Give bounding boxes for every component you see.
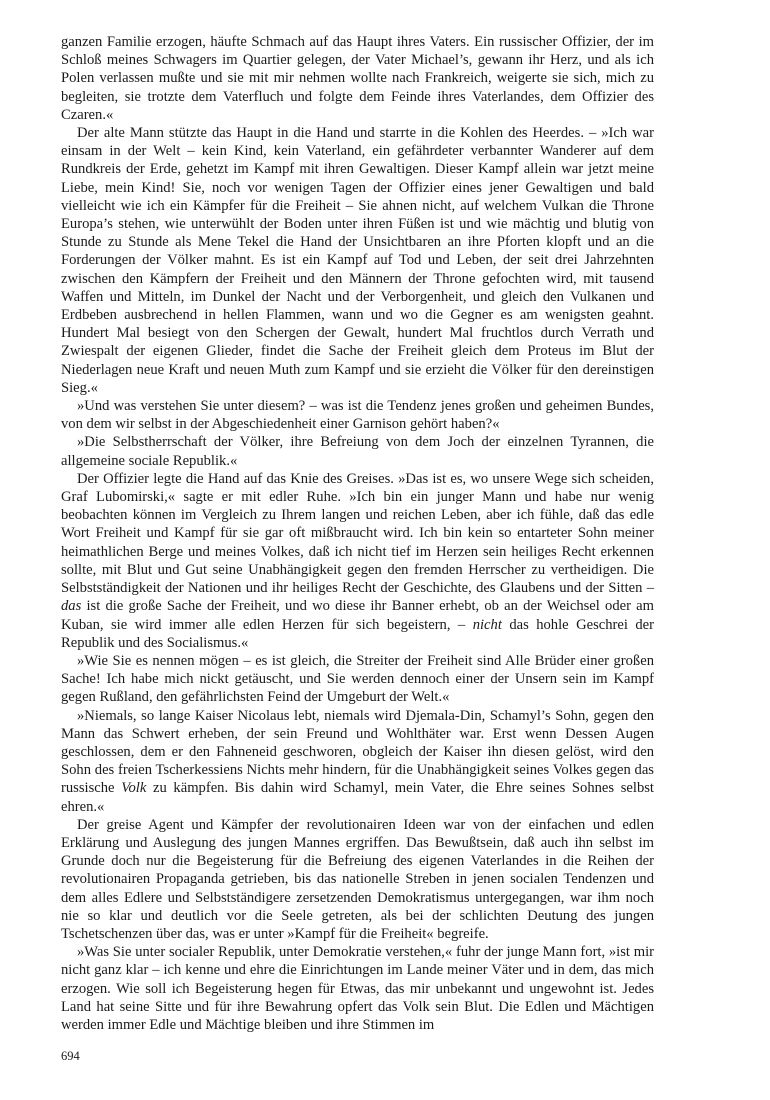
paragraph-4: »Die Selbstherrschaft der Völker, ihre Befreiung von dem Joch der einzelnen Tyrannen, die allgemeine sociale Republik.« xyxy=(61,434,654,469)
paragraph-8: Der greise Agent und Kämpfer der revolutionairen Ideen war von der einfachen und edlen Erklärung und Auslegung des jungen Mannes ergriffen. Das Bewußtsein, daß auch ihn selbst im Grunde doch nur die Begeisterung für die Befreiung des eigenen Vaterlandes in die Reihen der revolutionairen Propaganda getrieben, bis das nationelle Streben in jenen socialen Tendenzen und dem alles Edlere und Selbstständigere zersetzenden Demokratismus untergegangen, war ihm noch nie so klar und deutlich vor die Seele getreten, als bei der schlichten Deutung des jungen Tschetschenzen über das, was er unter »Kampf für die Freiheit« begreife. xyxy=(61,816,654,942)
paragraph-5-end: das hohle Geschrei der Republik und des Socialismus.« xyxy=(61,616,654,651)
paragraph-7-end: zu kämpfen. Bis dahin wird Schamyl, mein Vater, die Ehre seines Sohnes selbst ehren.« xyxy=(61,780,654,815)
emphasis-nicht: nicht xyxy=(472,616,502,633)
paragraph-6: »Wie Sie es nennen mögen – es ist gleich, die Streiter der Freiheit sind Alle Brüder einer großen Sache! Ich habe mich nickt getäuscht, und Sie werden dennoch einer der Unsern sein im Kampf gegen Rußland, den gefährlichsten Feind der Umgeburt der Welt.« xyxy=(61,652,654,706)
page-body xyxy=(61,33,654,1034)
paragraph-5-start: Der Offizier legte die Hand auf das Knie des Greises. »Das ist es, wo unsere Wege sich scheiden, Graf Lubomirski,« sagte er mit edler Ruhe. »Ich bin ein junger Mann und habe nur wenig beobachten können im Vergleich zu Ihrem langen und reichen Leben, aber ich fühle, daß das edle Wort Freiheit und Kampf für sie gar oft mißbraucht wird. Ich bin kein so entarteter Sohn meiner heimathlichen Berge und meines Volkes, daß ich nicht tief im Herzen sein heiliges Recht erkennen sollte, mit Blut und Gut seine Unabhängigkeit gegen den fremden Herrscher zu vertheidigen. Die Selbstständigkeit der Nationen und ihr heiliges Recht der Geschichte, des Glaubens und der Sitten – xyxy=(61,470,654,597)
page-number: 694 xyxy=(61,1049,80,1063)
emphasis-volk: Volk xyxy=(121,780,147,797)
paragraph-7-start: »Niemals, so lange Kaiser Nicolaus lebt, niemals wird Djemala-Din, Schamyl’s Sohn, gegen den Mann das Schwert erheben, der sein Freund und Wohlthäter war. Erst wenn Dessen Augen geschlossen, dem er den Fahneneid geschworen, obgleich der Kaiser ihn diesen gelöst, wird den Sohn des freien Tscherkessiens Nichts mehr hindern, für die Unabhängigkeit seines Volkes gegen das russische xyxy=(61,707,654,797)
paragraph-5 xyxy=(61,470,654,652)
paragraph-7 xyxy=(61,707,654,816)
emphasis-das: das xyxy=(61,598,82,615)
paragraph-2: Der alte Mann stützte das Haupt in die Hand und starrte in die Kohlen des Heerdes. – »Ich war einsam in der Welt – kein Kind, kein Vaterland, ein gefährdeter verbannter Wanderer auf dem Rundkreis der Erde, gehetzt im Kampf mit ihren Gewaltigen. Dieser Kampf allein war jetzt meine Liebe, mein Kind! Sie, noch vor wenigen Tagen der Offizier eines jener Gewaltigen und bald vielleicht wie ich ein Kämpfer für die Freiheit – Sie ahnen nicht, auf welchem Vulkan die Throne Europa’s stehen, wie unterwühlt der Boden unter ihren Füßen ist und wie mächtig und blutig von Stunde zu Stunde als Mene Tekel die Hand der Unsichtbaren an ihre Pforten klopft und an die Forderungen der Völker mahnt. Es ist ein Kampf auf Tod und Leben, der seit drei Jahrzehnten zwischen den Kämpfern der Freiheit und den Männern der Throne gefochten wird, mit tausend Waffen und Mitteln, im Dunkel der Nacht und der Verborgenheit, und gleich den Vulkanen und Erdbeben ausbrechend in hellen Flammen, wann und wo die Gegner es am wenigsten geahnt. Hundert Mal besiegt von den Schergen der Gewalt, hundert Mal fruchtlos durch Verrath und Zwiespalt der eigenen Glieder, findet die Sache der Freiheit gleich dem Proteus im Blut der Niederlagen neue Kraft und neuen Muth zum Kampf und sie erzieht die Völker für den dereinstigen Sieg.« xyxy=(61,125,654,396)
paragraph-9: »Was Sie unter socialer Republik, unter Demokratie verstehen,« fuhr der junge Mann fort, »ist mir nicht ganz klar – ich kenne und ehre die Einrichtungen im Lande meiner Väter und in dem, das mich erzogen. Wie soll ich Begeisterung hegen für Etwas, das mir unbekannt und ungewohnt ist. Jedes Land hat seine Sitte und für ihre Bewahrung opfert das Volk sein Blut. Die Edlen und Mächtigen werden immer Edle und Mächtige bleiben und ihre Stimmen im xyxy=(61,944,654,1033)
paragraph-3: »Und was verstehen Sie unter diesem? – was ist die Tendenz jenes großen und geheimen Bundes, von dem wir selbst in der Abgeschiedenheit einer Garnison gehört haben?« xyxy=(61,398,654,433)
paragraph-5-mid: ist die große Sache der Freiheit, und wo diese ihr Banner erhebt, ob an der Weichsel oder am Kuban, sie wird immer alle edlen Herzen für sich begeistern, – xyxy=(61,598,654,633)
paragraph-1: ganzen Familie erzogen, häufte Schmach auf das Haupt ihres Vaters. Ein russischer Offizier, der im Schloß meines Schwagers im Quartier gelegen, der Vater Michael’s, gewann ihr Herz, und als ich Polen verlassen mußte und sie mit mir nehmen wollte nach Frankreich, weigerte sie sich, mich zu begleiten, sie trotzte dem Vaterfluch und folgte dem Feinde ihres Vaterlandes, dem Offizier des Czaren.« xyxy=(61,34,654,123)
